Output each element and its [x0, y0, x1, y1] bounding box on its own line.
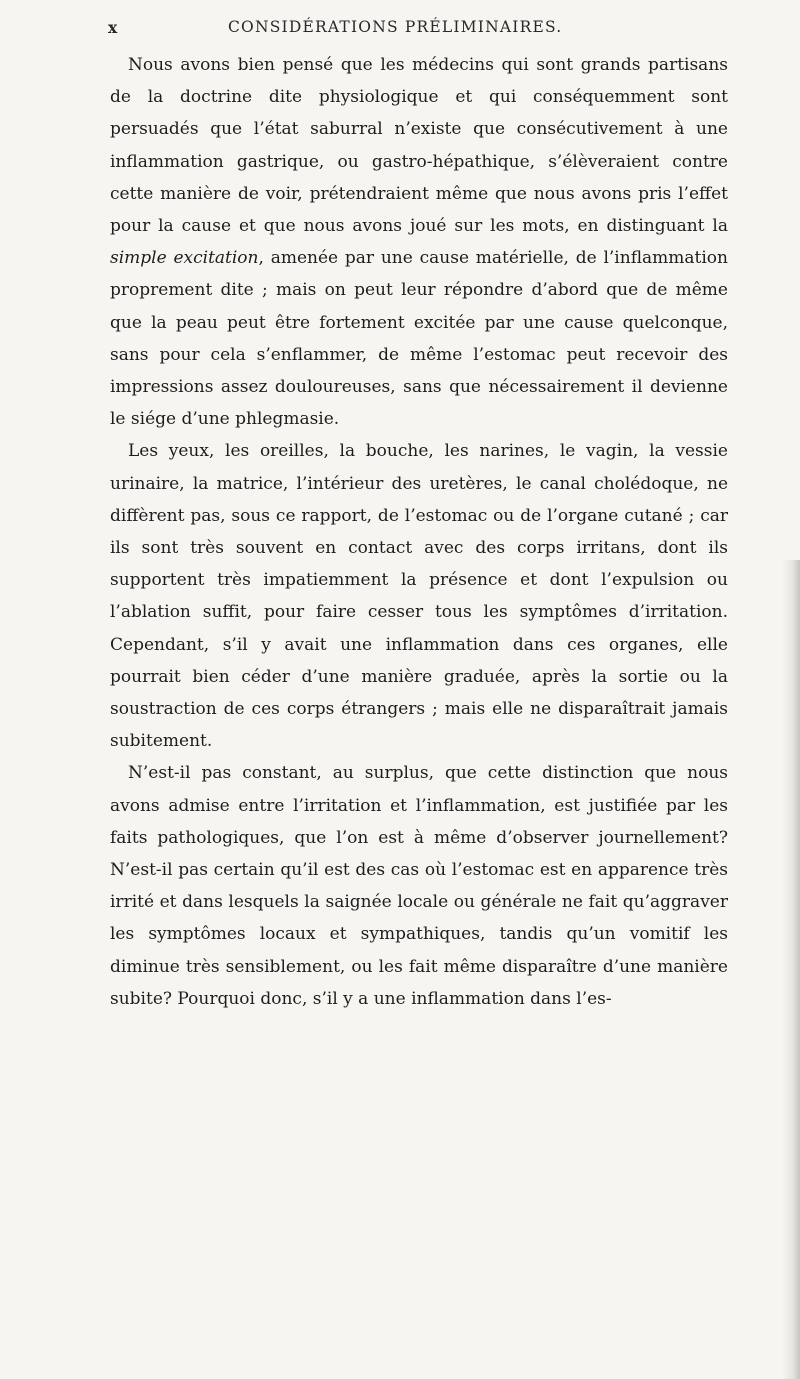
- section-title: CONSIDÉRATIONS PRÉLIMINAIRES.: [228, 18, 563, 36]
- page-number: x: [108, 18, 119, 37]
- paragraph: Les yeux, les oreilles, la bouche, les narines, le vagin, la vessie urinaire, la matrice, l’intérieur des uretères, le canal cholédoque, ne diffèrent pas, sous ce rapport, de l’estomac ou de l’organe cutané ; car ils sont très souvent en contact avec des corps irritans, dont ils supportent très impatiemment la présence et dont l’expulsion ou l’ablation suffit, pour faire cesser tous les symptômes d’irritation. Cependant, s’il y avait une inflammation dans ces organes, elle pourrait bien céder d’une manière graduée, après la sortie ou la soustraction de ces corps étrangers ; mais elle ne disparaîtrait jamais subitement.: [110, 441, 728, 752]
- emphasis-text: simple excitation: [110, 248, 259, 269]
- paragraph: [110, 49, 728, 435]
- paragraph: N’est-il pas constant, au surplus, que cette distinction que nous avons admise entre l’irritation et l’inflammation, est justifiée par les faits pathologiques, que l’on est à même d’observer journellement? N’est-il pas certain qu’il est des cas où l’estomac est en apparence très irrité et dans lesquels la saignée locale ou générale ne fait qu’aggraver les symptômes locaux et sympathiques, tandis qu’un vomitif les diminue très sensiblement, ou les fait même disparaître d’une manière subite? Pourquoi donc, s’il y a une inflammation dans l’es-: [110, 763, 728, 1009]
- running-head: [108, 18, 728, 44]
- paragraph-text: , amenée par une cause matérielle, de l’inflammation proprement dite ; mais on peut leur répondre d’abord que de même que la peau peut être fortement excitée par une cause quelconque, sans pour cela s’enflammer, de même l’estomac peut recevoir des impressions assez douloureuses, sans que nécessairement il devienne le siége d’une phlegmasie.: [110, 248, 728, 430]
- body-text: [110, 49, 728, 1015]
- paragraph-text: Nous avons bien pensé que les médecins qui sont grands partisans de la doctrine dite physiologique et qui conséquemment sont persuadés que l’état saburral n’existe que consécutivement à une inflammation gastrique, ou gastro-hépathique, s’élèveraient contre cette manière de voir, prétendraient même que nous avons pris l’effet pour la cause et que nous avons joué sur les mots, en distinguant la: [110, 55, 728, 237]
- page-edge-shadow: [782, 560, 800, 1379]
